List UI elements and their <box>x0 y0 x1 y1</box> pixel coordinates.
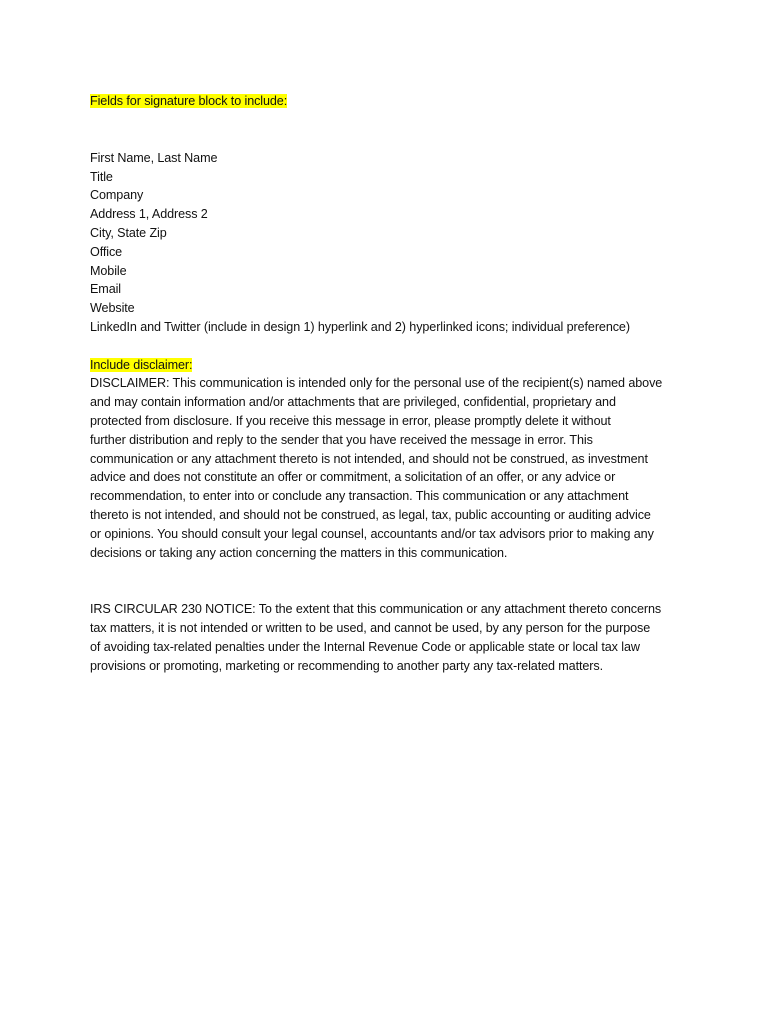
spacer <box>90 337 690 356</box>
field-company: Company <box>90 188 144 203</box>
field-office: Office <box>90 244 123 259</box>
spacer <box>90 111 690 149</box>
field-email: Email <box>90 282 121 297</box>
spacer <box>90 562 690 600</box>
field-name: First Name, Last Name <box>90 150 218 165</box>
document-page <box>90 92 690 676</box>
field-social-links: LinkedIn and Twitter (include in design 1) hyperlink and 2) hyperlinked icons; individual preference) <box>90 319 630 334</box>
signature-heading-line <box>90 92 690 111</box>
field-mobile: Mobile <box>90 263 127 278</box>
irs-notice-paragraph: IRS CIRCULAR 230 NOTICE: To the extent that this communication or any attachment thereto concerns tax matters, it is not intended or written to be used, and cannot be used, by any person for the purpose of avoiding tax-related penalties under the Internal Revenue Code or applicable state or local tax law provisions or promoting, marketing or recommending to another party any tax-related matters. <box>90 602 662 673</box>
disclaimer-paragraph: DISCLAIMER: This communication is intended only for the personal use of the recipient(s) named above and may contain information and/or attachments that are privileged, confidential, proprietary and protected from disclosure. If you receive this message in error, please promptly delete it without further distribution and reply to the sender that you have received the message in error. This communication or any attachment thereto is not intended, and should not be construed, as investment advice and does not constitute an offer or commitment, a solicitation of an offer, or any advice or recommendation, to enter into or conclude any transaction. This communication or any attachment thereto is not intended, and should not be construed, as legal, tax, public accounting or auditing advice or opinions. You should consult your legal counsel, accountants and/or tax advisors prior to making any decisions or taking any action concerning the matters in this communication. <box>90 376 663 560</box>
disclaimer-heading-line <box>90 356 690 375</box>
field-title: Title <box>90 169 113 184</box>
field-website: Website <box>90 301 135 316</box>
disclaimer-heading: Include disclaimer: <box>90 357 193 372</box>
signature-field-list <box>90 149 690 337</box>
field-city-state-zip: City, State Zip <box>90 225 167 240</box>
field-address: Address 1, Address 2 <box>90 207 208 222</box>
signature-heading: Fields for signature block to include: <box>90 94 288 108</box>
